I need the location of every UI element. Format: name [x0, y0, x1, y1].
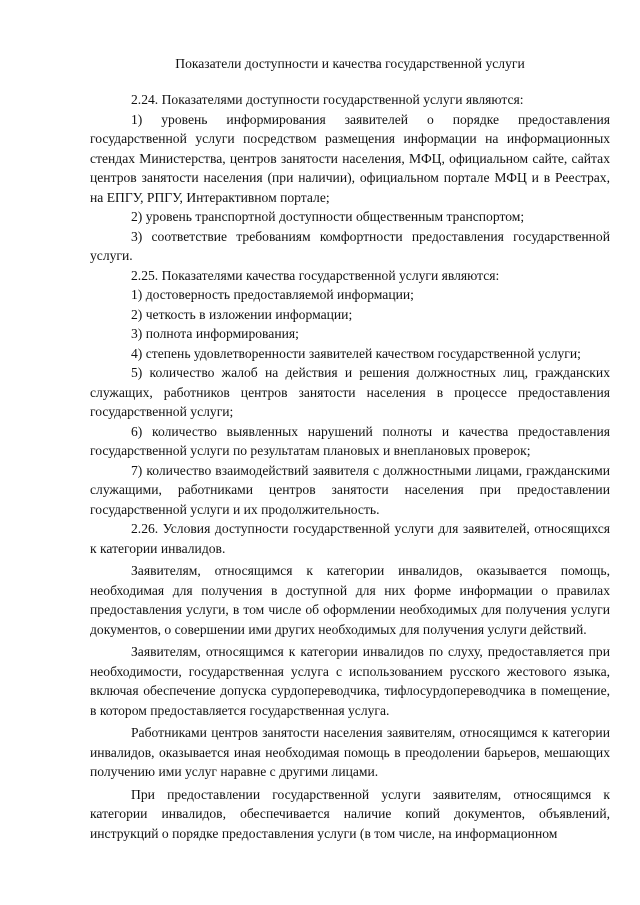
list-item-quality-4: 4) степень удовлетворенности заявителей качеством государственной услуги; [131, 345, 581, 361]
list-item-quality-2: 2) четкость в изложении информации; [131, 306, 353, 322]
paragraph-2-25: 2.25. Показателями качества государственной услуги являются: [131, 267, 500, 283]
list-item-access-3: 3) соответствие требованиям комфортности предоставления государственной услуги. [90, 228, 610, 263]
list-item-quality-1: 1) достоверность предоставляемой информации; [131, 287, 414, 302]
list-item-access-1: 1) уровень информирования заявителей о порядке предоставления государственной услуги посредством размещения информации на информационных стендах Министерства, центров занятости населения, МФЦ, официальном сайте, сайтах центров занятости населения (при наличии), официальном портале МФЦ и в Реестрах, на ЕПГУ, РПГУ, Интерактивном портале; [90, 111, 610, 205]
list-item-quality-7: 7) количество взаимодействий заявителя с должностными лицами, гражданскими служащими, работниками центров занятости населения при предоставлении государственной услуги и их продолжительность. [90, 462, 610, 517]
list-item-access-2: 2) уровень транспортной доступности общественным транспортом; [131, 209, 525, 224]
list-item-quality-3: 3) полнота информирования; [131, 326, 299, 341]
paragraph-2-24: 2.24. Показателями доступности государственной услуги являются: [131, 92, 524, 107]
section-heading: Показатели доступности и качества государственной услуги [175, 56, 525, 71]
paragraph-sign-language: Заявителям, относящимся к категории инвалидов по слуху, предоставляется при необходимости, государственная услуга с использованием русского жестового языка, включая обеспечение допуска сурдопереводчика, тифлосурдопереводчика в помещение, в котором предоставляется государственная услуга. [90, 644, 610, 718]
paragraph-disabled-help: Заявителям, относящимся к категории инвалидов, оказывается помощь, необходимая для получения в доступной для них форме информации о правилах предоставления услуги, в том числе об оформлении необходимых для получения услуги документов, о совершении ими других необходимых для получения услуги действий. [90, 563, 610, 637]
document-body [90, 90, 610, 843]
paragraph-documents-copies: При предоставлении государственной услуги заявителям, относящимся к категории инвалидов, обеспечивается наличие копий документов, объявлений, инструкций о порядке предоставления услуги (в том числе, на информационном [90, 786, 610, 841]
list-item-quality-5: 5) количество жалоб на действия и решения должностных лиц, гражданских служащих, работников центров занятости населения в процессе предоставления государственной услуги; [90, 365, 610, 419]
paragraph-2-26: 2.26. Условия доступности государственной услуги для заявителей, относящихся к категории инвалидов. [90, 521, 610, 556]
paragraph-barrier-help: Работниками центров занятости населения заявителям, относящимся к категории инвалидов, оказывается иная необходимая помощь в преодолении барьеров, мешающих получению ими услуг наравне с другими лицами. [90, 725, 610, 779]
list-item-quality-6: 6) количество выявленных нарушений полноты и качества предоставления государственной услуги по результатам плановых и внеплановых проверок; [90, 423, 610, 458]
